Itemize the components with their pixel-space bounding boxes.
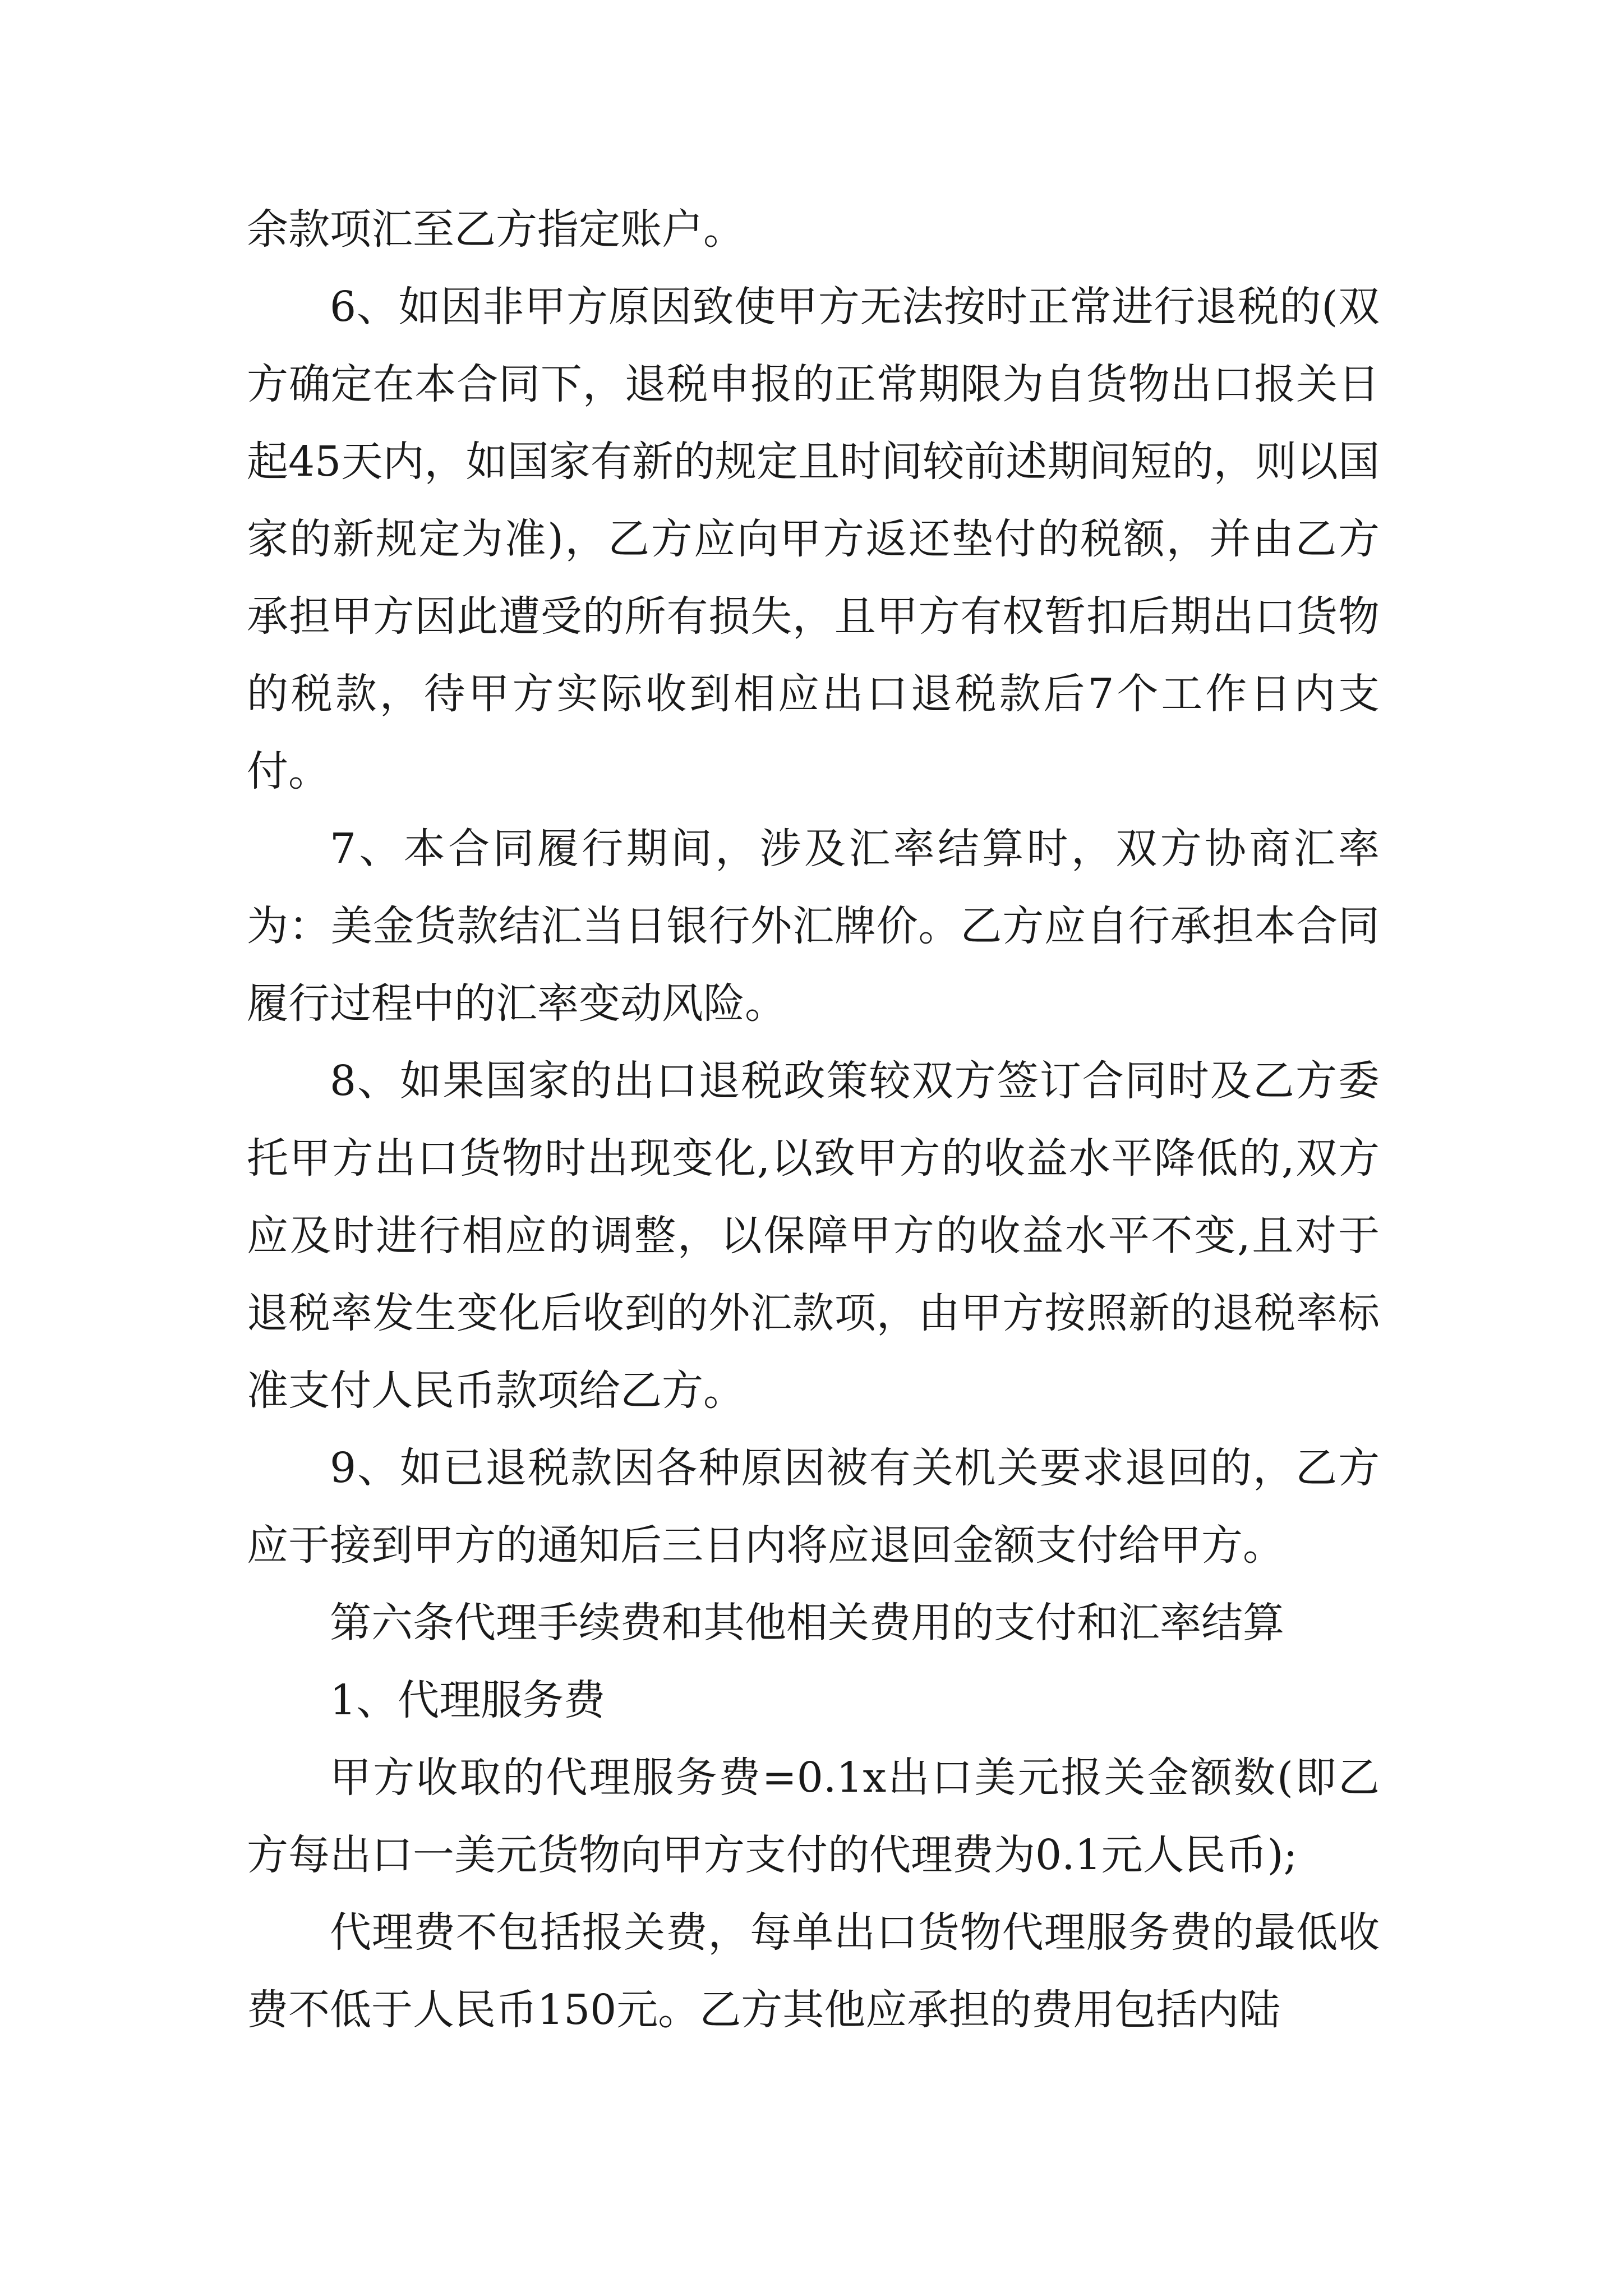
paragraph-clause-9: 9、如已退税款因各种原因被有关机关要求退回的，乙方应于接到甲方的通知后三日内将应退回金额支付给甲方。 — [247, 1444, 1380, 1570]
subheading-agency-fee: 1、代理服务费 — [330, 1676, 606, 1724]
paragraph-clause-7: 7、本合同履行期间，涉及汇率结算时，双方协商汇率为：美金货款结汇当日银行外汇牌价。乙方应自行承担本合同履行过程中的汇率变动风险。 — [247, 825, 1380, 1028]
paragraph-fee-formula: 甲方收取的代理服务费=0.1x出口美元报关金额数(即乙方每出口一美元货物向甲方支付的代理费为0.1元人民币); — [247, 1754, 1380, 1879]
paragraph-clause-8: 8、如果国家的出口退税政策较双方签订合同时及乙方委托甲方出口货物时出现变化,以致甲方的收益水平降低的,双方应及时进行相应的调整，以保障甲方的收益水平不变,且对于退税率发生变化后收到的外汇款项，由甲方按照新的退税率标准支付人民币款项给乙方。 — [247, 1057, 1380, 1415]
section-heading-article-6: 第六条代理手续费和其他相关费用的支付和汇率结算 — [330, 1599, 1284, 1647]
document-body — [247, 191, 1380, 2049]
paragraph-clause-6: 6、如因非甲方原因致使甲方无法按时正常进行退税的(双方确定在本合同下，退税申报的正常期限为自货物出口报关日起45天内，如国家有新的规定且时间较前述期间短的，则以国家的新规定为准)，乙方应向甲方返还垫付的税额，并由乙方承担甲方因此遭受的所有损失，且甲方有权暂扣后期出口货物的税款，待甲方实际收到相应出口退税款后7个工作日内支付。 — [247, 283, 1380, 795]
paragraph-fee-minimum: 代理费不包括报关费，每单出口货物代理服务费的最低收费不低于人民币150元。乙方其他应承担的费用包括内陆 — [247, 1908, 1380, 2034]
paragraph-1: 余款项汇至乙方指定账户。 — [247, 205, 745, 254]
